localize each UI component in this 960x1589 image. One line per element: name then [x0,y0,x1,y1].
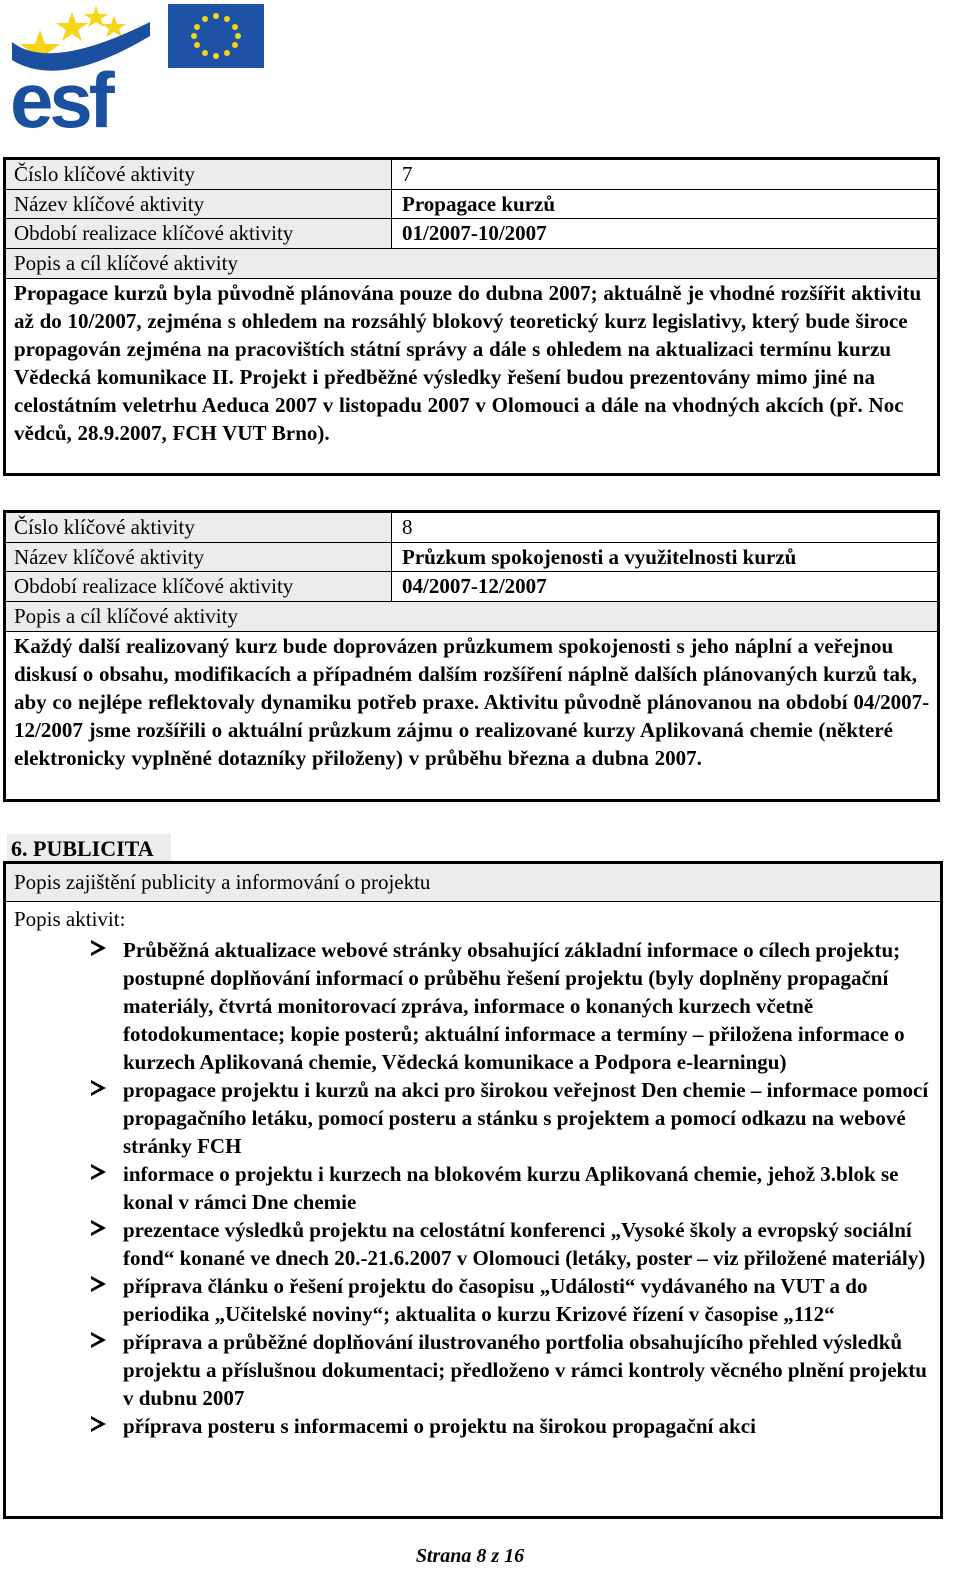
list-item-text: příprava posteru s informacemi o projektu na širokou propagační akci [123,1414,756,1438]
list-item [6,1216,940,1272]
activity-number-row [6,513,937,543]
activity-period-label: Období realizace klíčové aktivity [6,572,392,601]
arrowhead-bullet-icon [88,1414,108,1434]
arrowhead-bullet-icon [88,1218,108,1238]
activity-number-label: Číslo klíčové aktivity [6,513,392,542]
publicity-subheader: Popis aktivit: [14,907,126,931]
activity-description-label: Popis a cíl klíčové aktivity [6,249,937,279]
activity-description-text: Propagace kurzů byla původně plánována pouze do dubna 2007; aktuálně je vhodné rozšířit aktivitu až do 10/2007, zejména s ohledem na rozsáhlý blokový teoretický kurz legislativy, který bude široce propagován zejména na pracovištích státní správy a dále s ohledem na aktualizaci termínu kurzu Vědecká komunikace II. Projekt i předběžné výsledky řešení budou prezentovány mimo jiné na celostátním veletrhu Aeduca 2007 v listopadu 2007 v Olomouci a dále na vhodných akcích (př. Noc vědců, 28.9.2007, FCH VUT Brno). [14,280,922,445]
esf-logo [10,2,270,137]
activity-name-row [6,543,937,573]
activity-period-row [6,219,937,249]
list-item [6,1076,940,1160]
list-item [6,1328,940,1412]
activity-period-value: 01/2007-10/2007 [402,221,547,246]
arrowhead-bullet-icon [88,1078,108,1098]
activity-name-value: Propagace kurzů [402,191,556,216]
activity-table-7 [3,157,940,476]
eu-flag-icon [168,4,264,68]
activity-description-label: Popis a cíl klíčové aktivity [6,602,937,632]
publicity-header: Popis zajištění publicity a informování o projektu [6,864,940,902]
esf-logo-text: esf [10,56,111,132]
publicity-box [3,861,943,1519]
activity-table-8 [3,510,940,802]
activity-period-row [6,572,937,602]
list-item-text: Průběžná aktualizace webové stránky obsahující základní informace o cílech projektu; postupné doplňování informací o průběhu řešení projektu (byly doplněny propagační materiály, čtvrtá monitorovací zpráva, informace o konaných kurzech včetně fotodokumentace; kopie posterů; aktuální informace a termíny – přiložena informace o kurzech Aplikovaná chemie, Vědecká komunikace a Podpora e-learningu) [123,938,905,1074]
activity-number-label: Číslo klíčové aktivity [6,160,392,189]
list-item [6,1412,940,1440]
activity-name-value: Průzkum spokojenosti a využitelnosti kurzů [402,544,797,569]
list-item [6,1272,940,1328]
list-item [6,1160,940,1216]
arrowhead-bullet-icon [88,938,108,958]
list-item [6,936,940,1076]
section-title-publicita: 6. PUBLICITA [7,834,171,861]
activity-number-row [6,160,937,190]
publicity-activity-list [6,936,940,1440]
activity-number-value: 8 [402,515,413,539]
page-footer: Strana 8 z 16 [415,1545,525,1567]
activity-number-value: 7 [402,162,413,186]
activity-name-label: Název klíčové aktivity [6,190,392,219]
activity-name-label: Název klíčové aktivity [6,543,392,572]
list-item-text: příprava článku o řešení projektu do časopisu „Události“ vydávaného na VUT a do periodika „Učitelské noviny“; aktualita o kurzu Krizové řízení v časopise „112“ [123,1274,868,1326]
list-item-text: příprava a průběžné doplňování ilustrovaného portfolia obsahujícího přehled výsledků projektu a příslušnou dokumentaci; předloženo v rámci kontroly věcného plnění projektu v dubnu 2007 [123,1330,927,1410]
activity-period-value: 04/2007-12/2007 [402,574,547,599]
list-item-text: prezentace výsledků projektu na celostátní konferenci „Vysoké školy a evropský sociální fond“ konané ve dnech 20.-21.6.2007 v Olomouci (letáky, poster – viz přiložené materiály) [123,1218,926,1270]
list-item-text: informace o projektu i kurzech na blokovém kurzu Aplikovaná chemie, jehož 3.blok se konal v rámci Dne chemie [123,1162,899,1214]
arrowhead-bullet-icon [88,1162,108,1182]
activity-name-row [6,190,937,220]
activity-description-text: Každý další realizovaný kurz bude doprovázen průzkumem spokojenosti s jeho náplní a veřejnou diskusí o obsahu, modifikacích a případném dalším rozšíření náplně dalších plánovaných kurzů tak, aby co nejlépe reflektovaly dynamiku potřeb praxe. Aktivitu původně plánovanou na období 04/2007-12/2007 jsme rozšířili o aktuální průzkum zájmu o realizované kurzy Aplikovaná chemie (některé elektronicky vyplněné dotazníky přiloženy) v průběhu března a dubna 2007. [14,633,930,770]
arrowhead-bullet-icon [88,1274,108,1294]
list-item-text: propagace projektu i kurzů na akci pro širokou veřejnost Den chemie – informace pomocí propagačního letáku, pomocí posteru a stánku s projektem a pomocí odkazu na webové stránky FCH [123,1078,929,1158]
arrowhead-bullet-icon [88,1330,108,1350]
activity-period-label: Období realizace klíčové aktivity [6,219,392,248]
